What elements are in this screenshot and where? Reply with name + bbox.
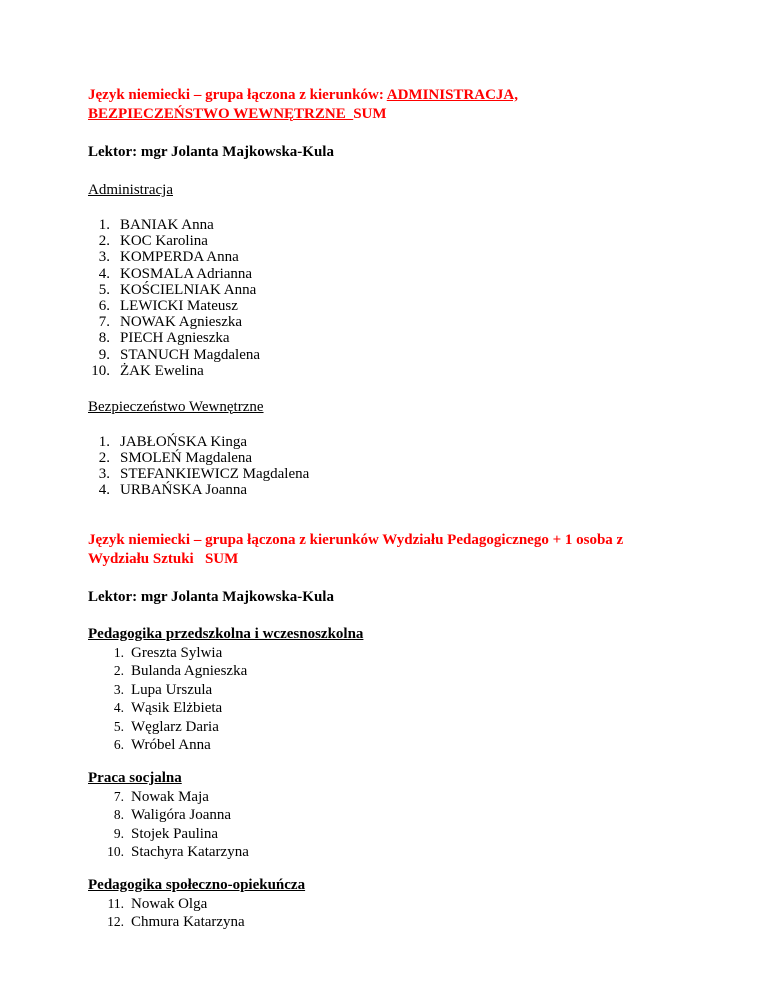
list-praca-socjalna	[88, 788, 728, 862]
list-item: 7. NOWAK Agnieszka	[98, 314, 243, 331]
list-item: 2. SMOLEŃ Magdalena	[98, 450, 253, 467]
list-item: 8. PIECH Agnieszka	[98, 330, 230, 347]
list-administracja	[88, 217, 728, 379]
list-item: 3. KOMPERDA Anna	[98, 249, 239, 266]
list-item: 3. STEFANKIEWICZ Magdalena	[98, 466, 310, 483]
list-item: 9. Stojek Paulina	[113, 825, 219, 842]
section-1-heading-plain: Język niemiecki – grupa łączona z kierunków:	[88, 87, 387, 103]
group-label-bezpieczenstwo: Bezpieczeństwo Wewnętrzne	[88, 398, 264, 415]
group-label-pedagogika-przedszkolna: Pedagogika przedszkolna i wczesnoszkolna	[88, 625, 364, 642]
list-bezpieczenstwo	[88, 434, 728, 499]
group-label-praca-socjalna: Praca socjalna	[88, 769, 182, 786]
list-item: 6. Wróbel Anna	[113, 737, 211, 754]
group-label-pedagogika-spoleczno-opiekuncza: Pedagogika społeczno-opiekuńcza	[88, 876, 306, 893]
list-item: 5. Węglarz Daria	[113, 718, 219, 735]
list-pedagogika-spoleczno-opiekuncza	[88, 895, 728, 932]
list-pedagogika-przedszkolna	[88, 644, 728, 755]
list-item: 9. STANUCH Magdalena	[98, 346, 261, 363]
list-item: 2. Bulanda Agnieszka	[113, 663, 248, 680]
list-item: 4. Wąsik Elżbieta	[113, 700, 223, 717]
section-2-heading-line-2: Wydziału Sztuki SUM	[88, 550, 239, 567]
list-item: 10. Stachyra Katarzyna	[107, 844, 249, 861]
list-item: 6. LEWICKI Mateusz	[98, 297, 238, 314]
section-1-heading-underlined-1: ADMINISTRACJA,	[386, 87, 519, 103]
list-item: 5. KOŚCIELNIAK Anna	[98, 281, 257, 298]
list-item: 11. Nowak Olga	[107, 895, 208, 912]
section-1-heading-tail: SUM	[353, 106, 387, 122]
section-1-lector: Lektor: mgr Jolanta Majkowska-Kula	[88, 144, 334, 160]
list-item: 1. BANIAK Anna	[98, 217, 214, 233]
section-1-heading	[88, 86, 728, 124]
list-item: 7. Nowak Maja	[113, 788, 209, 805]
list-item: 4. URBAŃSKA Joanna	[98, 482, 248, 499]
list-item: 8. Waligóra Joanna	[113, 807, 232, 824]
list-item: 1. Greszta Sylwia	[113, 644, 223, 661]
group-label-administracja: Administracja	[88, 182, 173, 198]
list-item: 10. ŻAK Ewelina	[91, 362, 204, 379]
list-item: 4. KOSMALA Adrianna	[98, 265, 253, 282]
section-2-heading-line-1: Język niemiecki – grupa łączona z kierunków Wydziału Pedagogicznego + 1 osoba z	[88, 531, 624, 548]
section-2-heading	[88, 531, 728, 569]
list-item: 12. Chmura Katarzyna	[107, 914, 245, 931]
list-item: 3. Lupa Urszula	[113, 681, 213, 698]
list-item: 2. KOC Karolina	[98, 233, 208, 250]
list-item: 1. JABŁOŃSKA Kinga	[98, 433, 248, 450]
document-page	[88, 86, 728, 932]
section-1-heading-underlined-2: BEZPIECZEŃSTWO WEWNĘTRZNE	[88, 106, 354, 122]
section-2-lector: Lektor: mgr Jolanta Majkowska-Kula	[88, 588, 334, 605]
